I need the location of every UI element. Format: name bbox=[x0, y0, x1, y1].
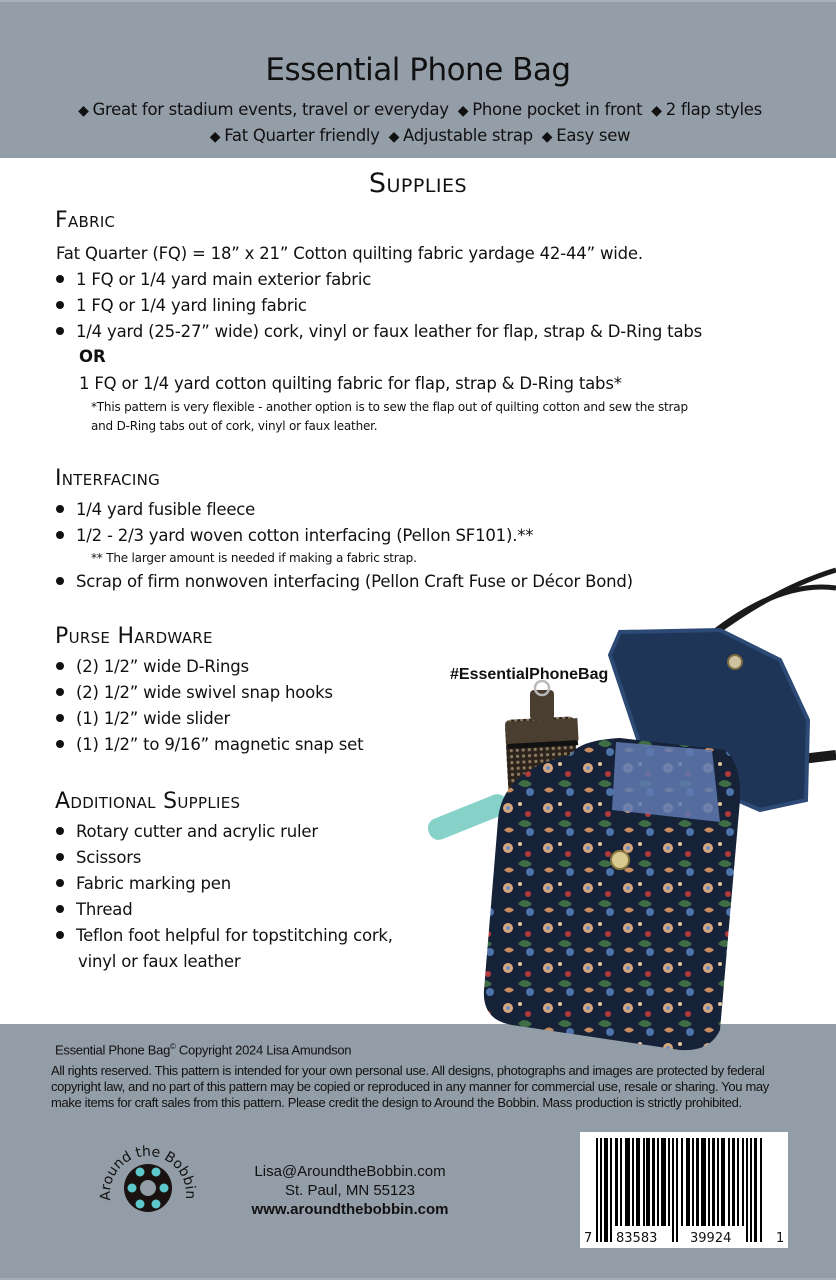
header-banner bbox=[0, 0, 836, 158]
or-label: OR bbox=[79, 347, 106, 366]
contact-info bbox=[240, 1162, 460, 1219]
fabric-note-line-2: and D-Ring tabs out of cork, vinyl or faux leather. bbox=[91, 419, 378, 433]
diamond-bullet-icon: ◆ bbox=[78, 103, 89, 119]
bullet-icon bbox=[56, 577, 64, 585]
location: St. Paul, MN 55123 bbox=[284, 1182, 416, 1199]
tagline-line-2: ◆ Fat Quarter friendly ◆ Adjustable strap ◆ Easy sew bbox=[209, 126, 631, 145]
list-item: Scrap of firm nonwoven interfacing (Pellon Craft Fuse or Décor Bond) bbox=[56, 572, 633, 591]
list-item: Rotary cutter and acrylic ruler bbox=[56, 822, 318, 841]
hashtag-label: #EssentialPhoneBag bbox=[450, 666, 609, 683]
bullet-icon bbox=[56, 905, 64, 913]
list-item: Teflon foot helpful for topstitching cork, bbox=[56, 926, 393, 945]
list-item: Thread bbox=[56, 900, 133, 919]
list-item: (2) 1/2” wide D-Rings bbox=[56, 657, 249, 676]
additional-heading: Additional Supplies bbox=[55, 789, 241, 814]
diamond-bullet-icon: ◆ bbox=[209, 129, 221, 145]
fabric-intro: Fat Quarter (FQ) = 18” x 21” Cotton quilting fabric yardage 42-44” wide. bbox=[56, 244, 643, 263]
page-title: Essential Phone Bag bbox=[265, 52, 571, 88]
around-the-bobbin-logo bbox=[98, 1134, 198, 1234]
list-item: 1 FQ or 1/4 yard main exterior fabric bbox=[56, 270, 371, 289]
website-link[interactable]: www.aroundthebobbin.com bbox=[251, 1201, 449, 1218]
fabric-alternative: 1 FQ or 1/4 yard cotton quilting fabric for flap, strap & D-Ring tabs* bbox=[79, 374, 622, 393]
barcode bbox=[580, 1132, 788, 1248]
bullet-icon bbox=[56, 505, 64, 513]
list-item: 1/4 yard fusible fleece bbox=[56, 500, 255, 519]
list-item: (1) 1/2” to 9/16” magnetic snap set bbox=[56, 735, 363, 754]
interfacing-heading: Interfacing bbox=[55, 466, 161, 491]
list-item: 1 FQ or 1/4 yard lining fabric bbox=[56, 296, 307, 315]
list-item: 1/2 - 2/3 yard woven cotton interfacing (Pellon SF101).** bbox=[56, 526, 533, 545]
bullet-icon bbox=[56, 827, 64, 835]
fabric-heading: Fabric bbox=[55, 208, 116, 233]
bullet-icon bbox=[56, 275, 64, 283]
bullet-icon bbox=[56, 688, 64, 696]
diamond-bullet-icon: ◆ bbox=[388, 129, 400, 145]
list-item: Scissors bbox=[56, 848, 141, 867]
bullet-icon bbox=[56, 301, 64, 309]
bullet-icon bbox=[56, 931, 64, 939]
list-item: 1/4 yard (25-27” wide) cork, vinyl or faux leather for flap, strap & D-Ring tabs bbox=[56, 322, 702, 341]
bullet-icon bbox=[56, 853, 64, 861]
bullet-icon bbox=[56, 879, 64, 887]
bullet-icon bbox=[56, 531, 64, 539]
barcode-digits: 7 83583 39924 1 bbox=[584, 1231, 785, 1246]
tagline-line-1: ◆ Great for stadium events, travel or everyday ◆ Phone pocket in front ◆ 2 flap styles bbox=[78, 100, 762, 119]
list-item-continuation: vinyl or faux leather bbox=[78, 952, 241, 971]
supplies-title: Supplies bbox=[368, 168, 468, 199]
rights-notice: All rights reserved. This pattern is intended for your own personal use. All designs, photographs and images are protected by federal copyright law, and no part of this pattern may be copied or reproduced in any manner for commercial use, resale or sharing. You may make items for craft sales from this pattern. Please credit the design to Around the Bobbin. Mass production is strictly prohibited. bbox=[51, 1063, 769, 1110]
svg-text:Around the Bobbin: Around the Bobbin bbox=[98, 1143, 198, 1202]
bullet-icon bbox=[56, 714, 64, 722]
copyright-line: Essential Phone Bag© Copyright 2024 Lisa Amundson bbox=[55, 1042, 352, 1058]
footer-band bbox=[0, 1024, 836, 1280]
bullet-icon bbox=[56, 740, 64, 748]
interfacing-note: ** The larger amount is needed if making a fabric strap. bbox=[91, 551, 417, 565]
phone-bag-photo bbox=[420, 560, 836, 1060]
bullet-icon bbox=[56, 327, 64, 335]
list-item: Fabric marking pen bbox=[56, 874, 231, 893]
email-link[interactable]: Lisa@AroundtheBobbin.com bbox=[254, 1163, 446, 1180]
hardware-heading: Purse Hardware bbox=[55, 624, 213, 649]
bullet-icon bbox=[56, 662, 64, 670]
diamond-bullet-icon: ◆ bbox=[457, 103, 469, 119]
diamond-bullet-icon: ◆ bbox=[541, 129, 553, 145]
fabric-note-line-1: *This pattern is very flexible - another option is to sew the flap out of quilting cotton and sew the strap bbox=[91, 400, 688, 414]
diamond-bullet-icon: ◆ bbox=[651, 103, 662, 119]
list-item: (2) 1/2” wide swivel snap hooks bbox=[56, 683, 333, 702]
list-item: (1) 1/2” wide slider bbox=[56, 709, 230, 728]
